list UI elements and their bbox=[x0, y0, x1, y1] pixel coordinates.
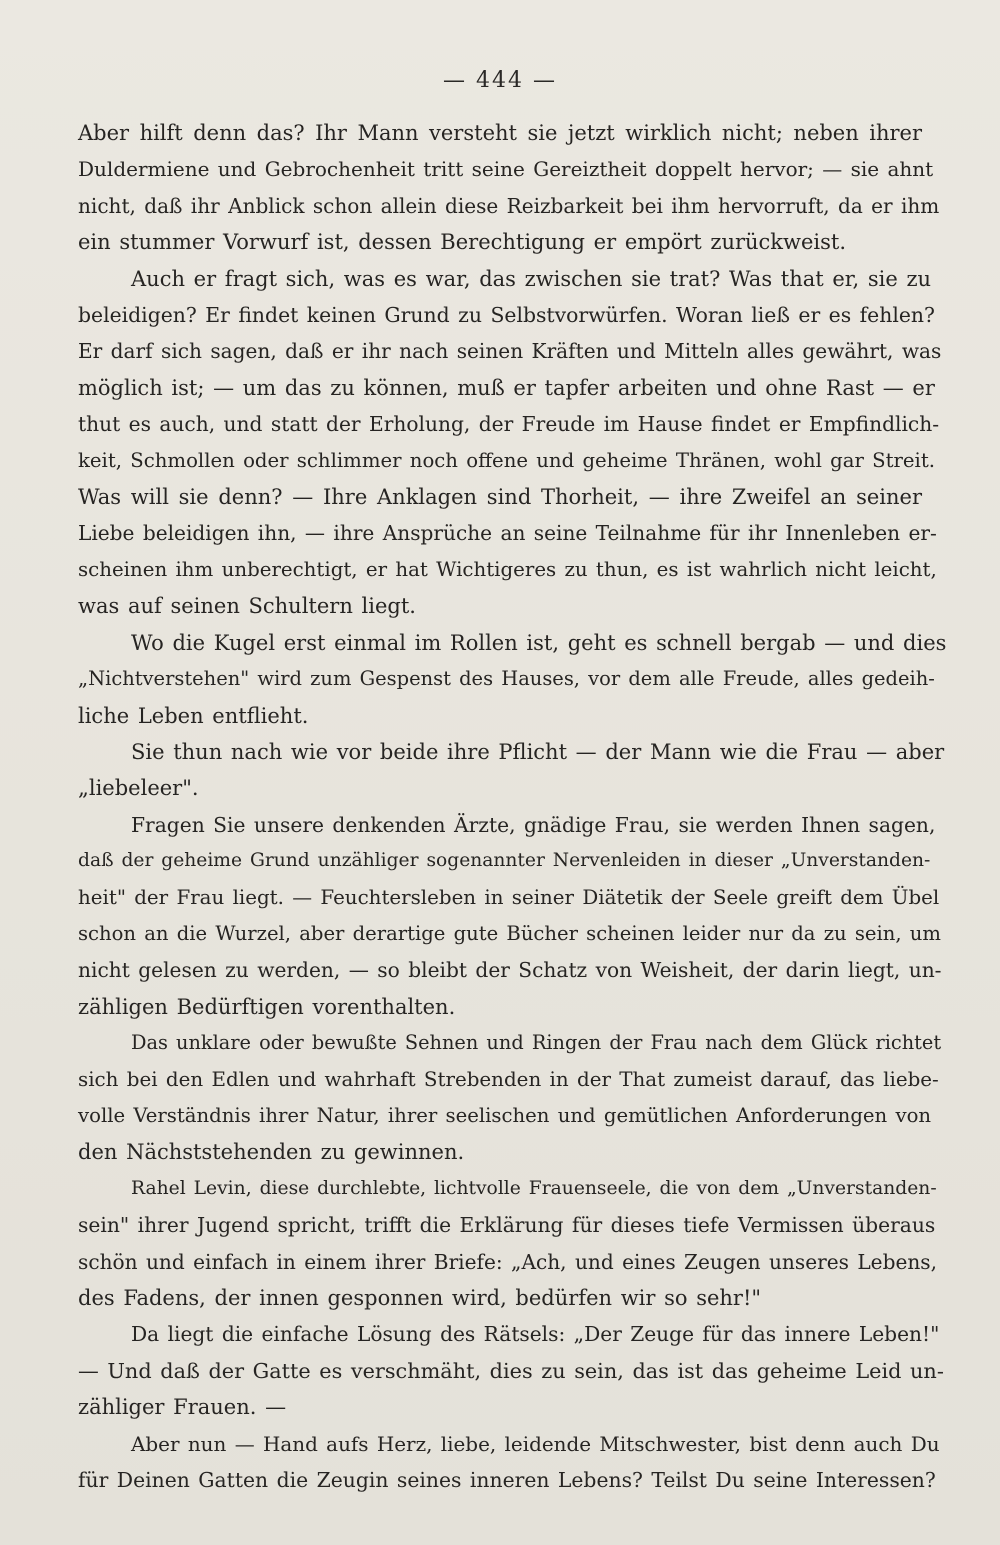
text-line: ein stummer Vorwurf ist, dessen Berechtigung er empört zurückweist. bbox=[78, 230, 847, 255]
text-line: Liebe beleidigen ihn, — ihre Ansprüche an seine Teilnahme für ihr Innenleben er- bbox=[78, 521, 937, 546]
text-line: was auf seinen Schultern liegt. bbox=[78, 594, 416, 619]
text-line: beleidigen? Er findet keinen Grund zu Selbstvorwürfen. Woran ließ er es fehlen? bbox=[78, 303, 935, 328]
text-line: nicht, daß ihr Anblick schon allein diese Reizbarkeit bei ihm hervorruft, da er ihm bbox=[78, 193, 940, 218]
text-line: Auch er fragt sich, was es war, das zwischen sie trat? Was that er, sie zu bbox=[131, 266, 932, 291]
text-line: Aber nun — Hand aufs Herz, liebe, leidende Mitschwester, bist denn auch Du bbox=[131, 1431, 940, 1456]
text-line: „liebeleer". bbox=[78, 776, 199, 801]
text-line: volle Verständnis ihrer Natur, ihrer seelischen und gemütlichen Anforderungen von bbox=[78, 1103, 932, 1127]
text-line: Aber hilft denn das? Ihr Mann versteht sie jetzt wirklich nicht; neben ihrer bbox=[78, 121, 922, 145]
text-line: Rahel Levin, diese durchlebte, lichtvolle Frauenseele, die von dem „Unverstanden- bbox=[131, 1177, 937, 1199]
text-line: Wo die Kugel erst einmal im Rollen ist, geht es schnell bergab — und dies bbox=[131, 630, 947, 655]
text-line: „Nichtverstehen" wird zum Gespenst des Hauses, vor dem alle Freude, alles gedeih- bbox=[78, 667, 935, 691]
text-line: den Nächststehenden zu gewinnen. bbox=[78, 1140, 465, 1165]
text-line: heit" der Frau liegt. — Feuchtersleben in seiner Diätetik der Seele greift dem Übel bbox=[78, 885, 940, 909]
text-line: des Fadens, der innen gesponnen wird, bedürfen wir so sehr!" bbox=[78, 1286, 762, 1310]
text-line: schön und einfach in einem ihrer Briefe: „Ach, und eines Zeugen unseres Lebens, bbox=[78, 1249, 938, 1274]
text-line: scheinen ihm unberechtigt, er hat Wichtigeres zu thun, es ist wahrlich nicht leicht, bbox=[78, 557, 937, 581]
text-line: thut es auch, und statt der Erholung, der Freude im Hause findet er Empfindlich- bbox=[78, 412, 940, 437]
text-line: Fragen Sie unsere denkenden Ärzte, gnädige Frau, sie werden Ihnen sagen, bbox=[131, 812, 936, 837]
text-line: möglich ist; — um das zu können, muß er tapfer arbeiten und ohne Rast — er bbox=[78, 375, 935, 400]
text-line: Sie thun nach wie vor beide ihre Pflicht — der Mann wie die Frau — aber bbox=[131, 739, 945, 764]
text-line: sich bei den Edlen und wahrhaft Strebenden in der That zumeist darauf, das liebe- bbox=[78, 1067, 939, 1091]
text-line: für Deinen Gatten die Zeugin seines inneren Lebens? Teilst Du seine Interessen? bbox=[78, 1468, 936, 1493]
text-line: — Und daß der Gatte es verschmäht, dies zu sein, das ist das geheime Leid un- bbox=[78, 1358, 944, 1383]
text-line: Was will sie denn? — Ihre Anklagen sind Thorheit, — ihre Zweifel an seiner bbox=[78, 485, 922, 510]
text-line: Da liegt die einfache Lösung des Rätsels: „Der Zeuge für das innere Leben!" bbox=[131, 1322, 940, 1347]
text-line: schon an die Wurzel, aber derartige gute Bücher scheinen leider nur da zu sein, um bbox=[78, 921, 941, 945]
text-line: keit, Schmollen oder schlimmer noch offene und geheime Thränen, wohl gar Streit. bbox=[78, 448, 935, 472]
text-line: Er darf sich sagen, daß er ihr nach seinen Kräften und Mitteln alles gewährt, was bbox=[78, 339, 942, 364]
text-line: nicht gelesen zu werden, — so bleibt der Schatz von Weisheit, der darin liegt, un- bbox=[78, 958, 942, 983]
text-line: Das unklare oder bewußte Sehnen und Ringen der Frau nach dem Glück richtet bbox=[131, 1031, 942, 1055]
text-line: zähligen Bedürftigen vorenthalten. bbox=[78, 994, 456, 1019]
page-number: — 444 — bbox=[443, 68, 557, 93]
text-line: liche Leben entflieht. bbox=[78, 703, 309, 728]
body-text bbox=[78, 115, 947, 1498]
text-line: daß der geheime Grund unzähliger sogenannter Nervenleiden in dieser „Unverstanden- bbox=[78, 850, 931, 872]
text-line: sein" ihrer Jugend spricht, trifft die Erklärung für dieses tiefe Vermissen überaus bbox=[78, 1213, 936, 1238]
text-line: zähliger Frauen. — bbox=[78, 1395, 287, 1420]
text-line: Duldermiene und Gebrochenheit tritt seine Gereiztheit doppelt hervor; — sie ahnt bbox=[78, 157, 934, 182]
